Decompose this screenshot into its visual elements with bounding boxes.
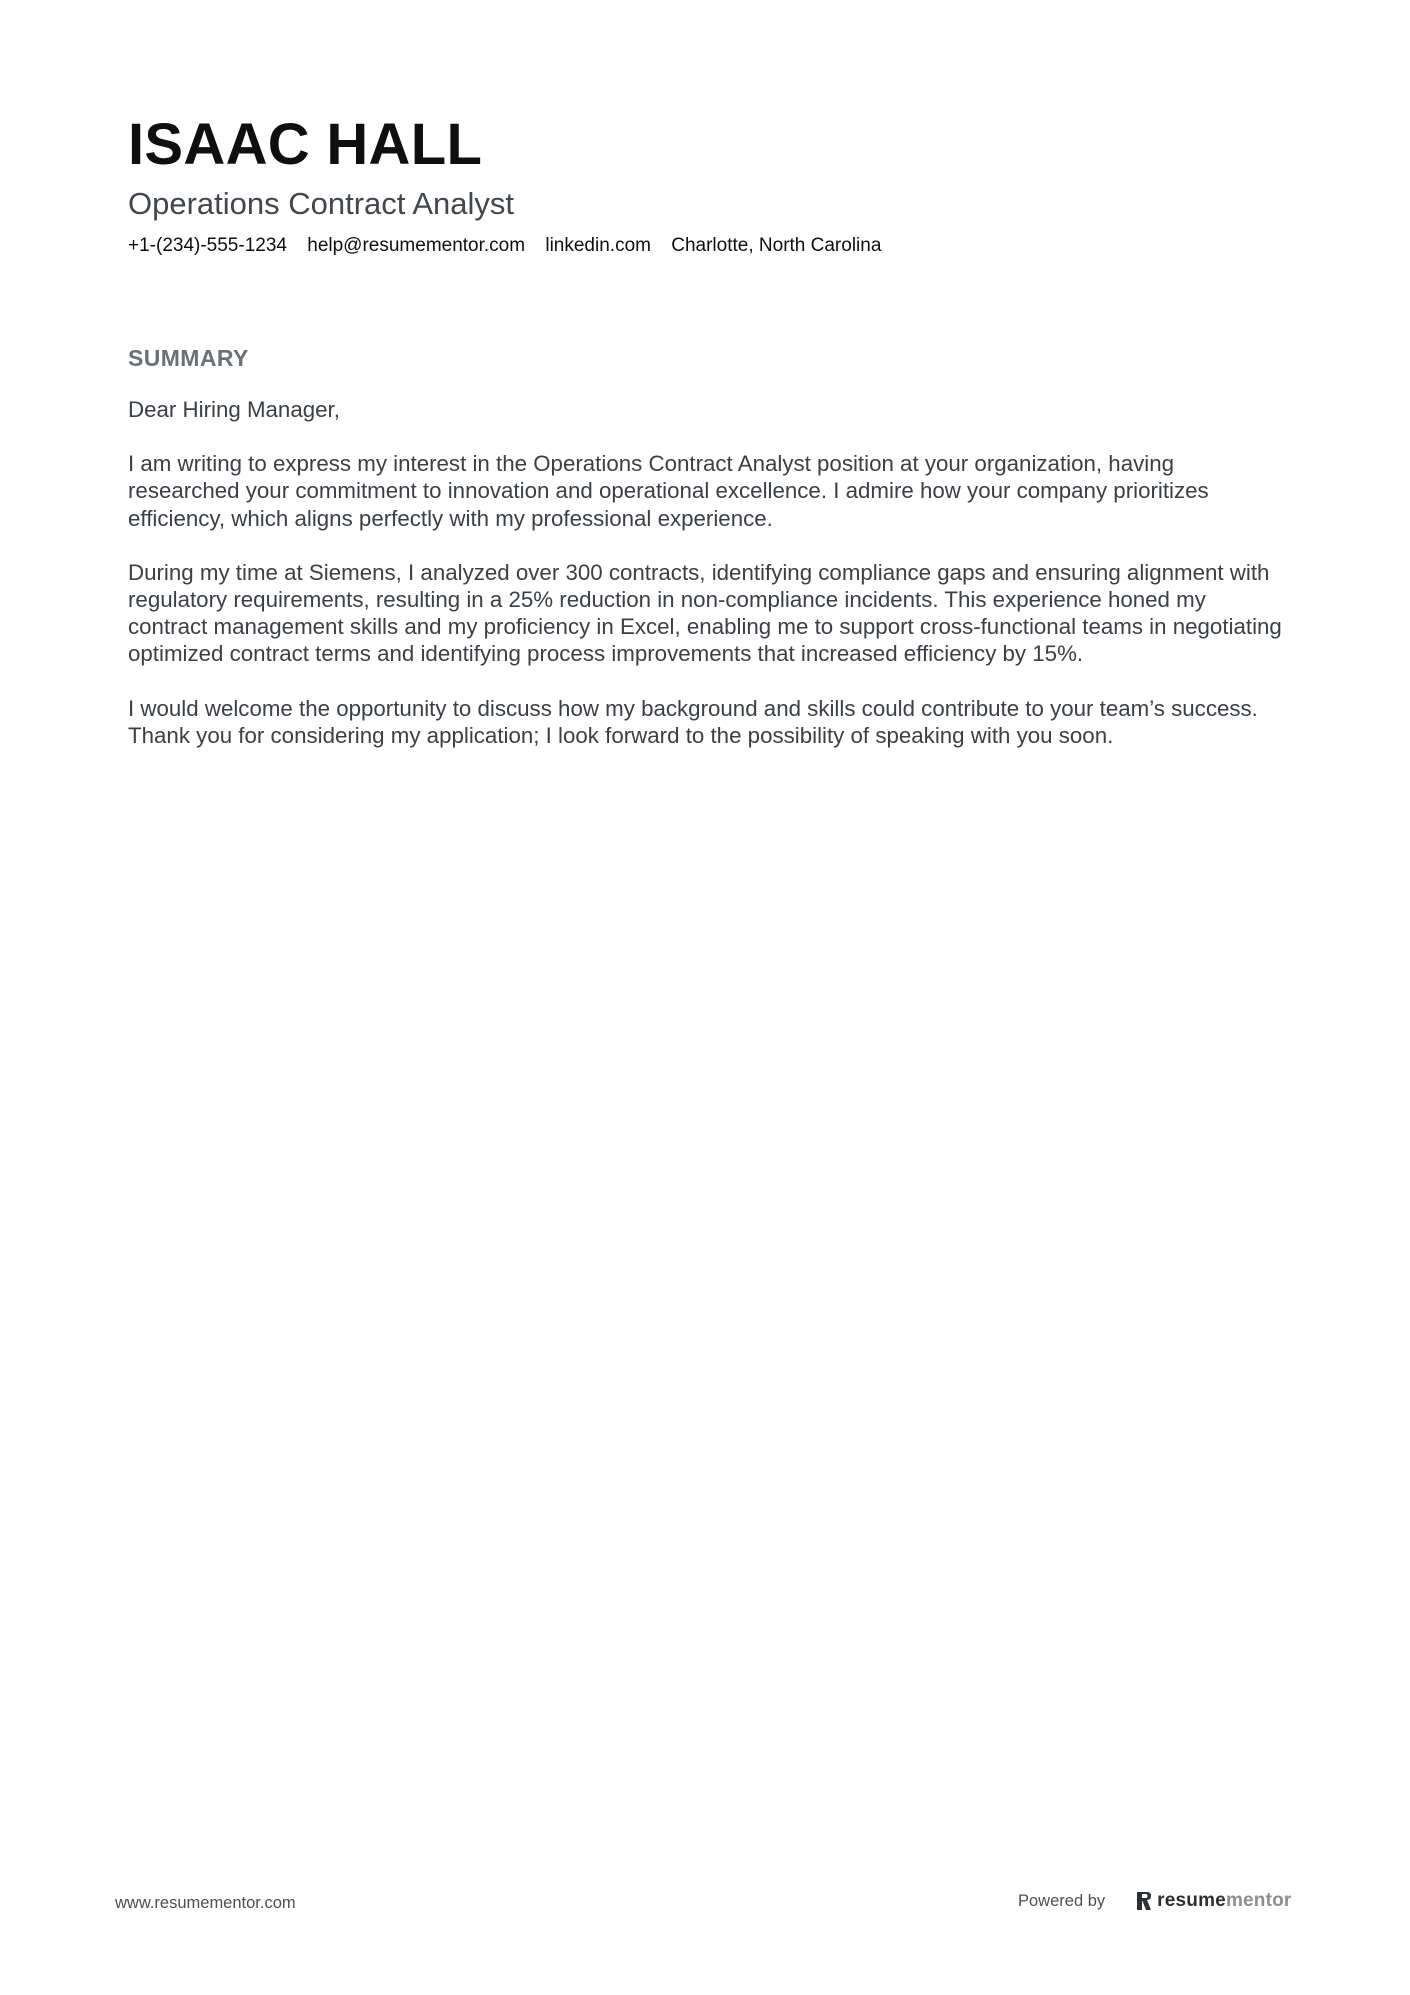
job-title: Operations Contract Analyst <box>128 186 514 221</box>
brand-logo[interactable] <box>1135 1890 1291 1912</box>
footer-branding <box>1018 1890 1292 1912</box>
letter-greeting: Dear Hiring Manager, <box>128 397 340 422</box>
candidate-name: ISAAC HALL <box>128 112 483 177</box>
letter-paragraph: I would welcome the opportunity to discuss how my background and skills could contribute to your team’s success. Thank you for considering my application; I look forward to the possibility of speaking with you soon. <box>128 695 1258 748</box>
letter-paragraph: I am writing to express my interest in the Operations Contract Analyst position at your organization, having researched your commitment to innovation and operational excellence. I admire how your company prioritizes efficiency, which aligns perfectly with my professional experience. <box>128 451 1209 531</box>
contact-phone: +1-(234)-555-1234 <box>128 235 287 256</box>
powered-by-label: Powered by <box>1018 1891 1106 1910</box>
brand-wordmark-resume: resume <box>1157 1890 1226 1911</box>
contact-linkedin[interactable]: linkedin.com <box>545 235 651 256</box>
cover-letter-body <box>128 396 1288 749</box>
summary-heading: SUMMARY <box>128 345 249 371</box>
brand-wordmark <box>1157 1890 1291 1912</box>
letter-paragraph: During my time at Siemens, I analyzed over 300 contracts, identifying compliance gaps and ensuring alignment with regulatory requirements, resulting in a 25% reduction in non-compliance incidents. This experience honed my contract management skills and my proficiency in Excel, enabling me to support cross-functional teams in negotiating optimized contract terms and identifying process improvements that increased efficiency by 15%. <box>128 559 1282 667</box>
brand-wordmark-mentor: mentor <box>1225 1890 1292 1911</box>
footer-website[interactable]: www.resumementor.com <box>115 1894 296 1912</box>
contact-info <box>128 233 1288 259</box>
contact-email[interactable]: help@resumementor.com <box>307 235 526 256</box>
resumementor-logo-icon <box>1135 1890 1153 1912</box>
resume-header <box>128 108 1288 259</box>
summary-section <box>128 342 1288 776</box>
contact-location: Charlotte, North Carolina <box>671 235 882 256</box>
